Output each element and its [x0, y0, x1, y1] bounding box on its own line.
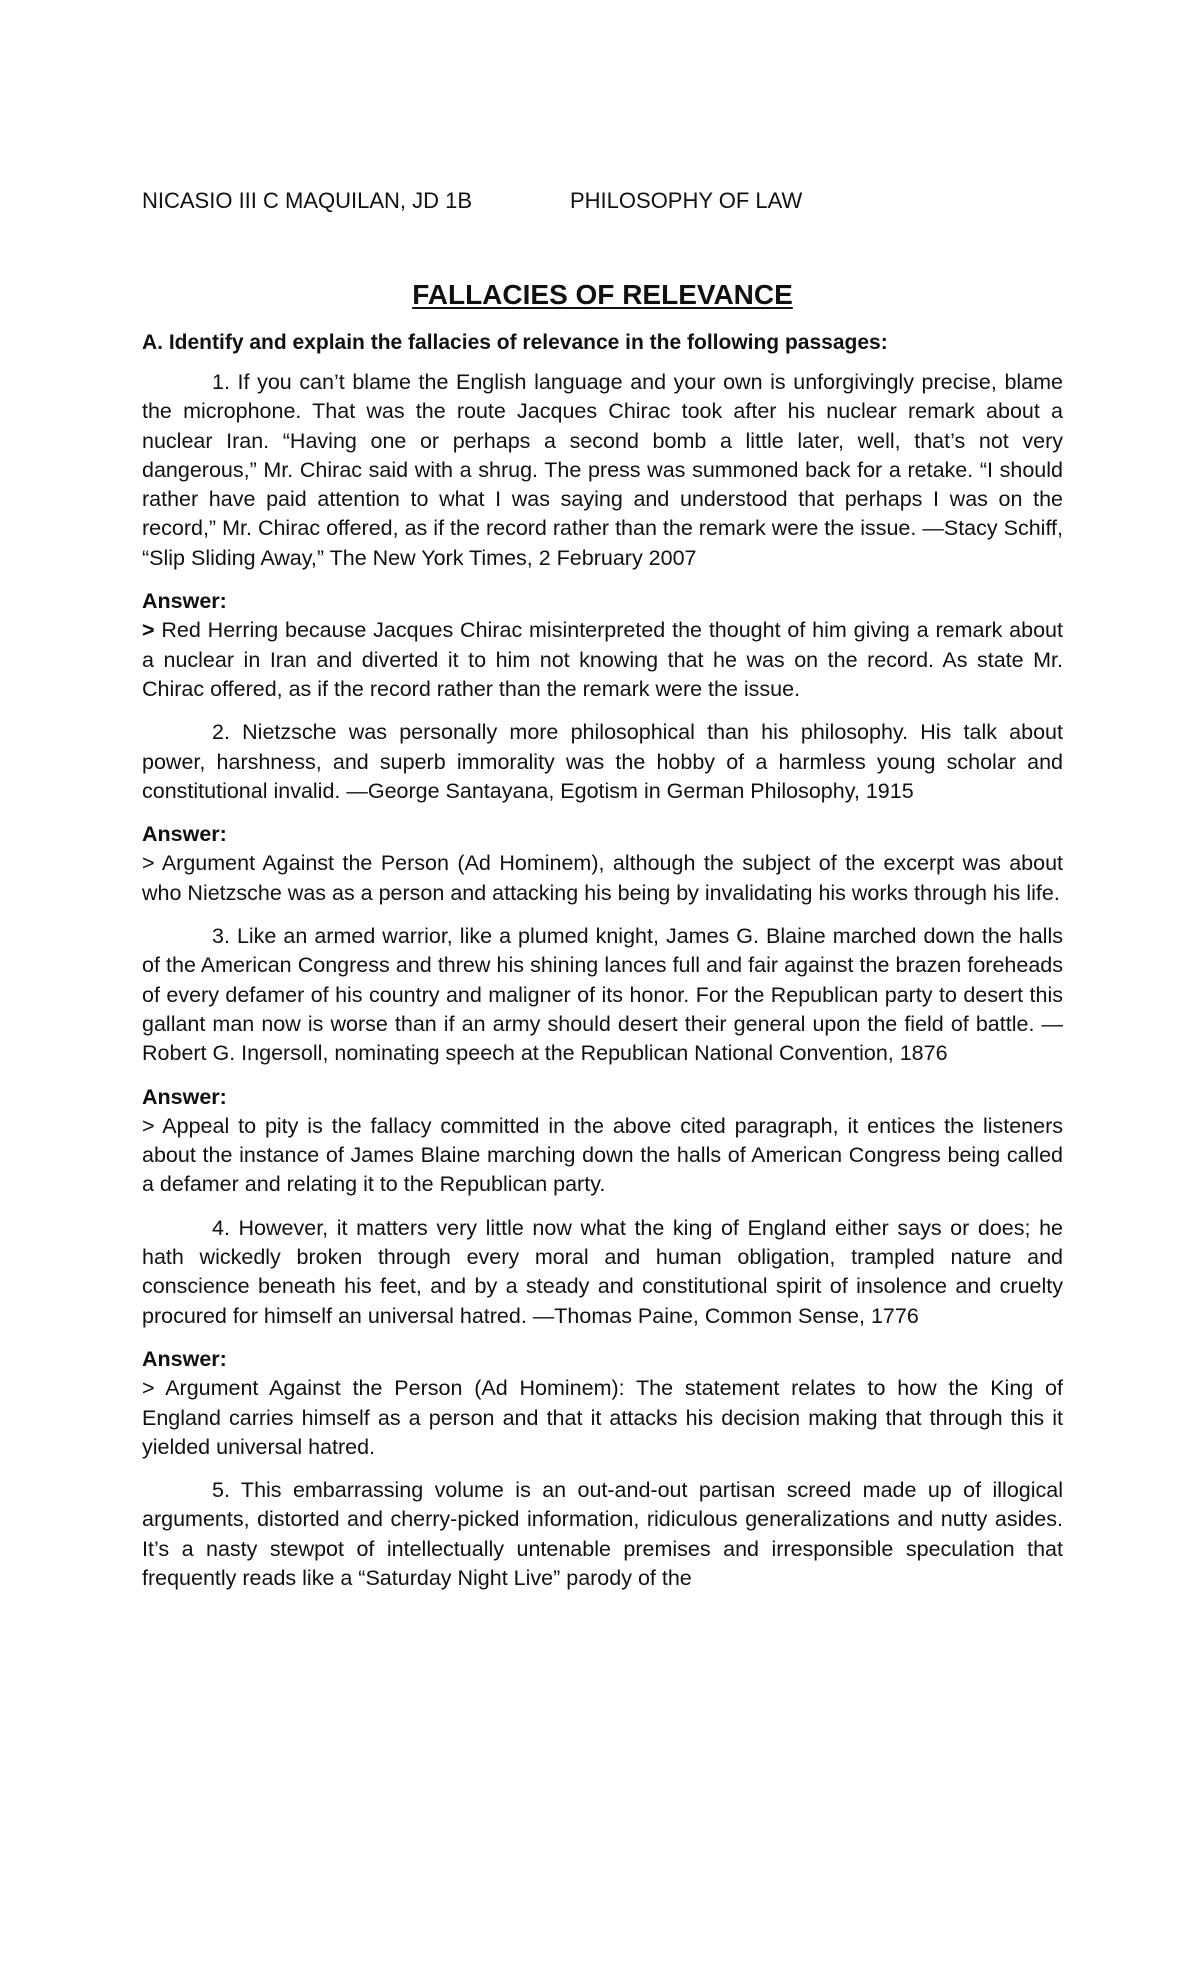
answer-label-4: Answer: [142, 1346, 227, 1371]
answer-marker-4: > [142, 1376, 155, 1401]
answer-3 [142, 1112, 1063, 1200]
passage-1: 1. If you can’t blame the English language and your own is unforgivingly precise, blame the microphone. That was the route Jacques Chirac took after his nuclear remark about a nuclear Iran. “Having one or perhaps a second bomb a little later, well, that’s not very dangerous,” Mr. Chirac said with a shrug. The press was summoned back for a retake. “I should rather have paid attention to what I was saying and understood that perhaps I was on the record,” Mr. Chirac offered, as if the record rather than the remark were the issue. —Stacy Schiff, “Slip Sliding Away,” The New York Times, 2 February 2007 [142, 370, 1063, 570]
passage-3: 3. Like an armed warrior, like a plumed knight, James G. Blaine marched down the halls of the American Congress and threw his shining lances full and fair against the brazen foreheads of every defamer of his country and maligner of its honor. For the Republican party to desert this gallant man now is worse than if an army should desert their general upon the field of battle. —Robert G. Ingersoll, nominating speech at the Republican National Convention, 1876 [142, 924, 1063, 1066]
passage-5: 5. This embarrassing volume is an out-and-out partisan screed made up of illogical arguments, distorted and cherry-picked information, ridiculous generalizations and nutty asides. It’s a nasty stewpot of intellectually untenable premises and irresponsible speculation that frequently reads like a “Saturday Night Live” parody of the [142, 1478, 1063, 1590]
student-name: NICASIO III C MAQUILAN, JD 1B [142, 188, 473, 213]
answer-2 [142, 849, 1063, 908]
course-name: PHILOSOPHY OF LAW [570, 188, 803, 213]
document-body [142, 328, 1063, 1607]
answer-4 [142, 1374, 1063, 1462]
passage-2: 2. Nietzsche was personally more philosophical than his philosophy. His talk about power, harshness, and superb immorality was the hobby of a harmless young scholar and constitutional invalid. —George Santayana, Egotism in German Philosophy, 1915 [142, 720, 1063, 803]
answer-marker-2: > [142, 851, 155, 876]
answer-1 [142, 616, 1063, 704]
answer-text-3: Appeal to pity is the fallacy committed in the above cited paragraph, it entices the listeners about the instance of James Blaine marching down the halls of American Congress being called a defamer and relating it to the Republican party. [142, 1113, 1063, 1197]
answer-marker-1: > [142, 618, 155, 643]
answer-marker-3: > [142, 1113, 155, 1138]
passage-4: 4. However, it matters very little now what the king of England either says or does; he hath wickedly broken through every moral and human obligation, trampled nature and conscience beneath his feet, and by a steady and constitutional spirit of insolence and cruelty procured for himself an universal hatred. —Thomas Paine, Common Sense, 1776 [142, 1215, 1063, 1328]
answer-text-4: Argument Against the Person (Ad Hominem): The statement relates to how the King of England carries himself as a person and that it attacks his decision making that through this it yielded universal hatred. [142, 1376, 1063, 1459]
instruction: A. Identify and explain the fallacies of relevance in the following passages: [142, 331, 888, 354]
document-title: FALLACIES OF RELEVANCE [412, 279, 793, 310]
answer-text-1: Red Herring because Jacques Chirac misinterpreted the thought of him giving a remark about a nuclear in Iran and diverted it to him not knowing that he was on the record. As state Mr. Chirac offered, as if the record rather than the remark were the issue. [142, 618, 1063, 701]
answer-label-3: Answer: [142, 1084, 227, 1109]
answer-label-1: Answer: [142, 589, 227, 614]
answer-label-2: Answer: [142, 822, 227, 847]
answer-text-2: Argument Against the Person (Ad Hominem), although the subject of the excerpt was about who Nietzsche was as a person and attacking his being by invalidating his works through his life. [142, 851, 1063, 905]
